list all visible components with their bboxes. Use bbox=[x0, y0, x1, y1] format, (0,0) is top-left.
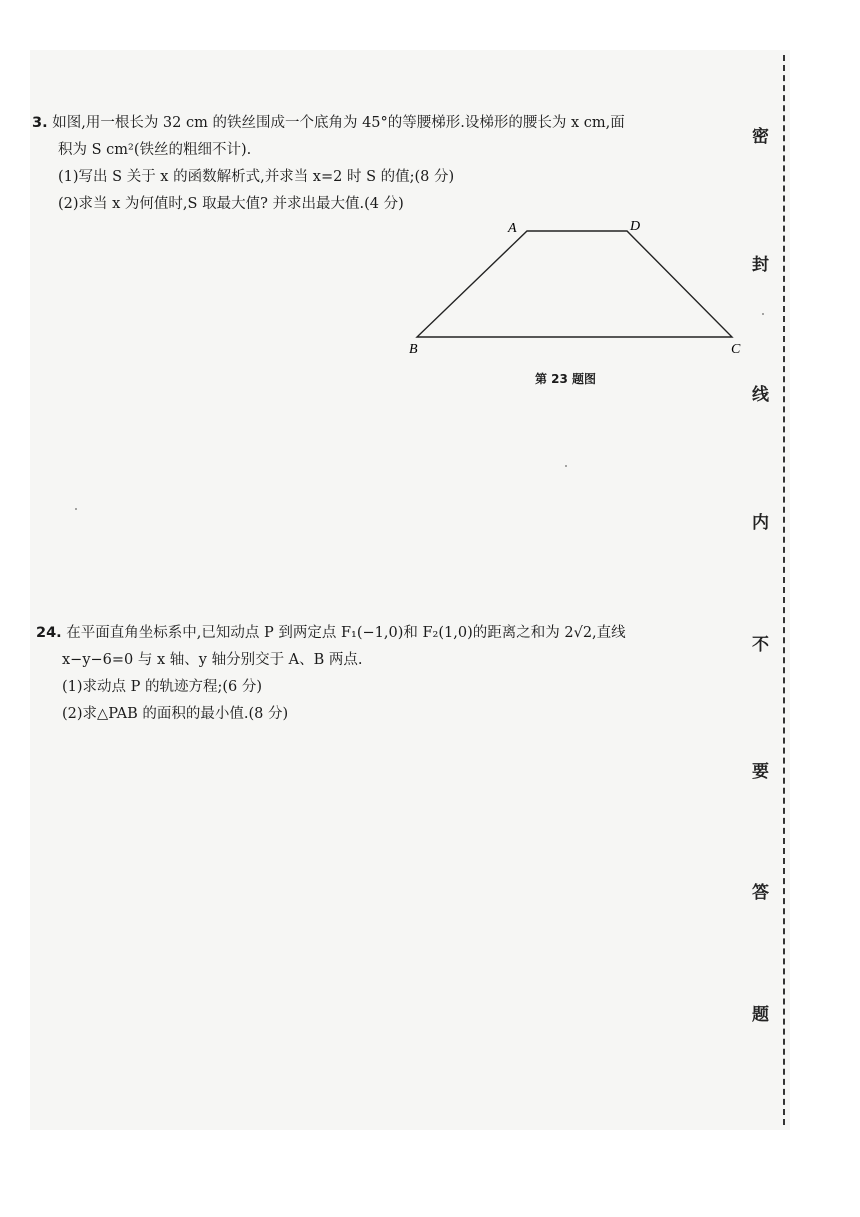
seal-char-8: 题 bbox=[752, 1005, 769, 1025]
question-24-stem-line1 bbox=[36, 620, 626, 647]
question-24-number: 24. bbox=[36, 625, 62, 641]
question-24 bbox=[36, 620, 626, 728]
trapezoid-shape bbox=[417, 231, 732, 337]
question-23-text-line1: 如图,用一根长为 32 cm 的铁丝围成一个底角为 45°的等腰梯形.设梯形的腰长为 x cm,面 bbox=[52, 115, 625, 131]
seal-char-6: 要 bbox=[752, 762, 769, 782]
vertex-label-a: A bbox=[508, 221, 517, 236]
question-23 bbox=[32, 110, 625, 218]
speck bbox=[75, 508, 77, 510]
question-23-stem-line2: 积为 S cm²(铁丝的粗细不计). bbox=[58, 142, 252, 158]
seal-char-1: 密 bbox=[752, 127, 769, 147]
vertex-label-b: B bbox=[409, 342, 418, 357]
seal-char-7: 答 bbox=[752, 883, 769, 903]
trapezoid-svg bbox=[405, 215, 750, 360]
question-24-stem-line2: x−y−6=0 与 x 轴、y 轴分别交于 A、B 两点. bbox=[62, 652, 363, 668]
seal-dashed-line bbox=[783, 55, 785, 1125]
vertex-label-c: C bbox=[731, 342, 741, 357]
speck bbox=[762, 313, 764, 315]
figure-caption: 第 23 题图 bbox=[535, 372, 597, 386]
question-23-part1: (1)写出 S 关于 x 的函数解析式,并求当 x=2 时 S 的值;(8 分) bbox=[58, 169, 455, 185]
seal-char-3: 线 bbox=[752, 385, 769, 405]
question-24-part2: (2)求△PAB 的面积的最小值.(8 分) bbox=[62, 706, 289, 722]
question-23-part2: (2)求当 x 为何值时,S 取最大值? 并求出最大值.(4 分) bbox=[58, 196, 404, 212]
speck bbox=[565, 465, 567, 467]
seal-char-5: 不 bbox=[752, 635, 769, 655]
seal-char-2: 封 bbox=[752, 255, 769, 275]
question-24-text-line1: 在平面直角坐标系中,已知动点 P 到两定点 F₁(−1,0)和 F₂(1,0)的距离之和为 2√2,直线 bbox=[66, 625, 626, 641]
question-23-number: 3. bbox=[32, 115, 48, 131]
trapezoid-figure bbox=[405, 215, 750, 364]
question-24-part1: (1)求动点 P 的轨迹方程;(6 分) bbox=[62, 679, 263, 695]
question-23-stem-line1 bbox=[32, 110, 625, 137]
seal-char-4: 内 bbox=[752, 513, 769, 533]
vertex-label-d: D bbox=[630, 219, 641, 234]
